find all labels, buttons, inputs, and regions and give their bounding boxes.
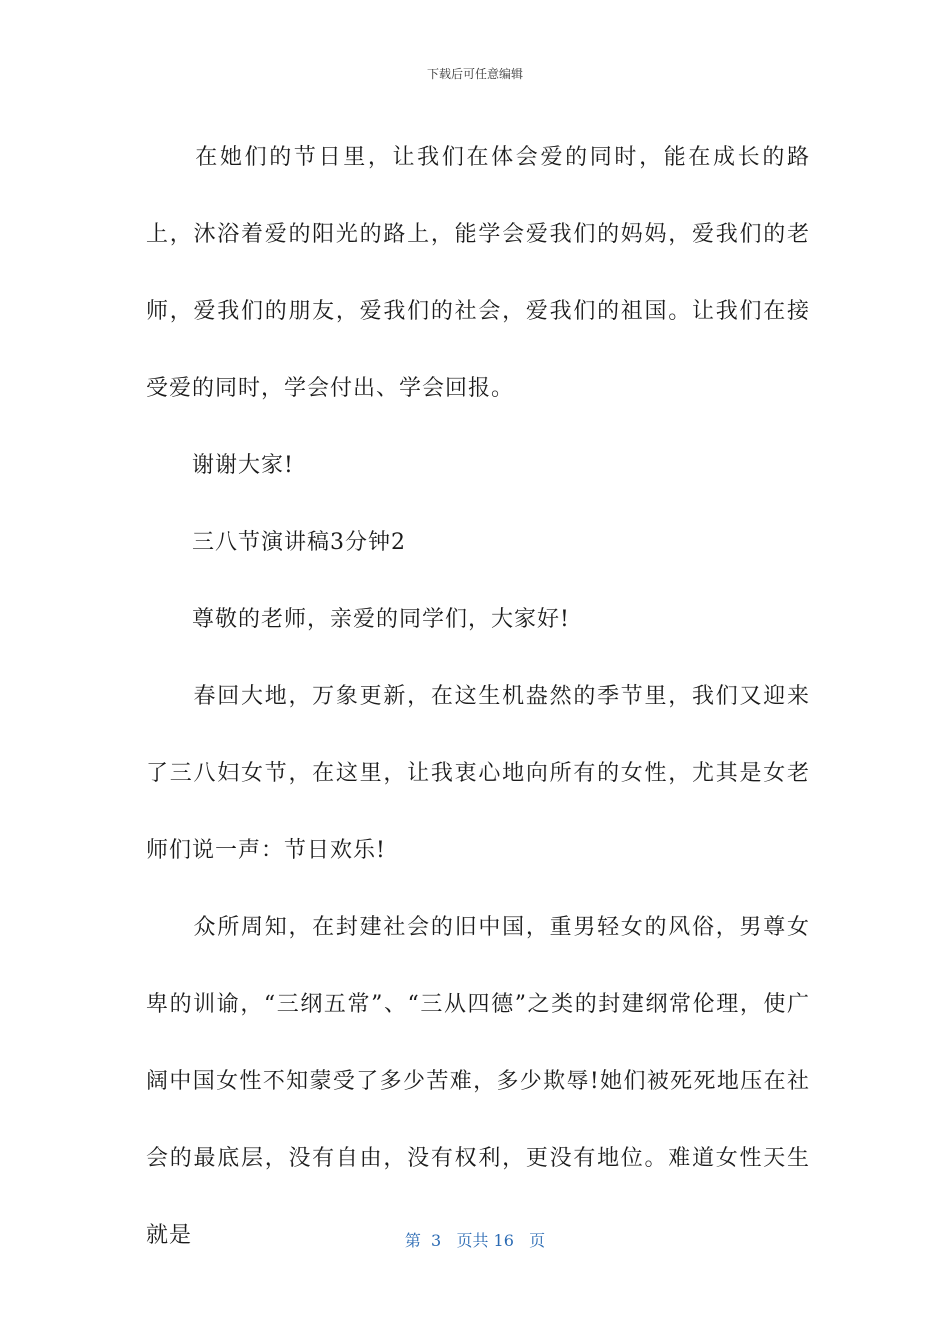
document-body <box>146 119 810 1274</box>
section-title: 三八节演讲稿3分钟2 <box>146 530 406 555</box>
paragraph-2: 谢谢大家! <box>146 453 294 478</box>
page-header: 下载后可任意编辑 <box>426 67 523 81</box>
page-number-footer: 第 3 页共 16 页 <box>404 1231 546 1250</box>
paragraph-1: 在她们的节日里，让我们在体会爱的同时，能在成长的路上，沐浴着爱的阳光的路上，能学会爱我们的妈妈，爱我们的老师，爱我们的朋友，爱我们的社会，爱我们的祖国。让我们在接受爱的同时，学会付出、学会回报。 <box>146 145 810 401</box>
paragraph-5: 众所周知，在封建社会的旧中国，重男轻女的风俗，男尊女卑的训谕，“三纲五常”、“三从四德”之类的封建纲常伦理，使广阔中国女性不知蒙受了多少苦难，多少欺辱!她们被死死地压在社会的最底层，没有自由，没有权利，更没有地位。难道女性天生就是 <box>146 915 810 1248</box>
paragraph-4: 春回大地，万象更新，在这生机盎然的季节里，我们又迎来了三八妇女节，在这里，让我衷心地向所有的女性，尤其是女老师们说一声：节日欢乐! <box>146 684 810 863</box>
paragraph-greeting: 尊敬的老师，亲爱的同学们，大家好! <box>146 607 570 632</box>
